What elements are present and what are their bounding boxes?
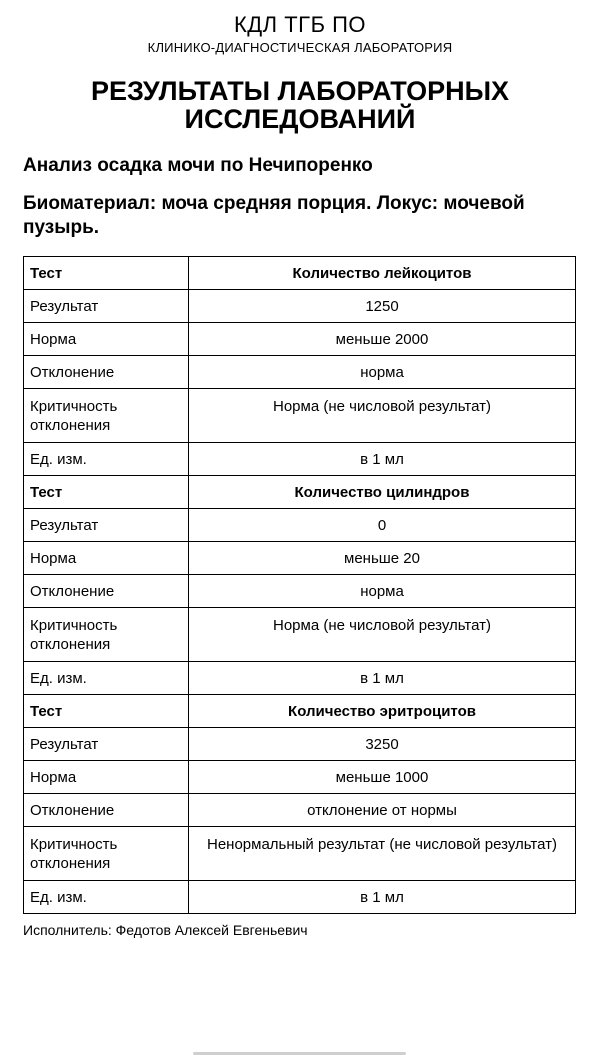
- result-label: Результат: [24, 728, 189, 761]
- report-header: [0, 0, 600, 133]
- result-value: 0: [189, 509, 576, 542]
- results-table: [23, 256, 576, 914]
- criticality-value: Норма (не числовой результат): [189, 389, 576, 443]
- result-label: Результат: [24, 290, 189, 323]
- criticality-value: Норма (не числовой результат): [189, 608, 576, 662]
- deviation-value: отклонение от нормы: [189, 794, 576, 827]
- biomaterial: Биоматериал: моча средняя порция. Локус: мочевой пузырь.: [23, 193, 525, 238]
- criticality-row: [24, 608, 576, 662]
- deviation-row: [24, 575, 576, 608]
- criticality-label: [24, 389, 189, 443]
- test-label: Тест: [24, 695, 189, 728]
- test-header-row: [24, 695, 576, 728]
- org-subtitle: КЛИНИКО-ДИАГНОСТИЧЕСКАЯ ЛАБОРАТОРИЯ: [147, 40, 453, 55]
- deviation-label: Отклонение: [24, 356, 189, 389]
- test-header-row: [24, 257, 576, 290]
- deviation-value: норма: [189, 575, 576, 608]
- criticality-label-line1: Критичность: [30, 616, 118, 634]
- criticality-row: [24, 389, 576, 443]
- deviation-row: [24, 356, 576, 389]
- unit-value: в 1 мл: [189, 662, 576, 695]
- document-title: [0, 77, 600, 133]
- result-value: 1250: [189, 290, 576, 323]
- norm-row: [24, 323, 576, 356]
- norm-label: Норма: [24, 761, 189, 794]
- result-row: [24, 509, 576, 542]
- criticality-label-line2: отклонения: [30, 635, 111, 653]
- document-title-line1: РЕЗУЛЬТАТЫ ЛАБОРАТОРНЫХ: [90, 76, 510, 106]
- org-name: КДЛ ТГБ ПО: [233, 12, 367, 37]
- norm-value: меньше 20: [189, 542, 576, 575]
- test-label: Тест: [24, 476, 189, 509]
- unit-label: Ед. изм.: [24, 443, 189, 476]
- result-row: [24, 728, 576, 761]
- document-title-line2: ИССЛЕДОВАНИЙ: [184, 104, 416, 134]
- unit-row: [24, 662, 576, 695]
- unit-row: [24, 443, 576, 476]
- criticality-label-line1: Критичность: [30, 397, 118, 415]
- analysis-name: Анализ осадка мочи по Нечипоренко: [23, 155, 373, 176]
- criticality-label-line2: отклонения: [30, 854, 111, 872]
- norm-label: Норма: [24, 542, 189, 575]
- test-name: Количество эритроцитов: [189, 695, 576, 728]
- result-row: [24, 290, 576, 323]
- norm-row: [24, 542, 576, 575]
- unit-row: [24, 881, 576, 914]
- criticality-label-line2: отклонения: [30, 416, 111, 434]
- unit-label: Ед. изм.: [24, 881, 189, 914]
- result-value: 3250: [189, 728, 576, 761]
- unit-label: Ед. изм.: [24, 662, 189, 695]
- test-name: Количество цилиндров: [189, 476, 576, 509]
- criticality-label-line1: Критичность: [30, 835, 118, 853]
- unit-value: в 1 мл: [189, 881, 576, 914]
- test-header-row: [24, 476, 576, 509]
- executor: Исполнитель: Федотов Алексей Евгеньевич: [23, 922, 308, 938]
- deviation-row: [24, 794, 576, 827]
- unit-value: в 1 мл: [189, 443, 576, 476]
- test-label: Тест: [24, 257, 189, 290]
- result-label: Результат: [24, 509, 189, 542]
- test-name: Количество лейкоцитов: [189, 257, 576, 290]
- criticality-label: [24, 827, 189, 881]
- norm-row: [24, 761, 576, 794]
- criticality-label: [24, 608, 189, 662]
- deviation-label: Отклонение: [24, 794, 189, 827]
- criticality-value: Ненормальный результат (не числовой результат): [189, 827, 576, 881]
- norm-value: меньше 1000: [189, 761, 576, 794]
- norm-label: Норма: [24, 323, 189, 356]
- norm-value: меньше 2000: [189, 323, 576, 356]
- criticality-row: [24, 827, 576, 881]
- deviation-label: Отклонение: [24, 575, 189, 608]
- deviation-value: норма: [189, 356, 576, 389]
